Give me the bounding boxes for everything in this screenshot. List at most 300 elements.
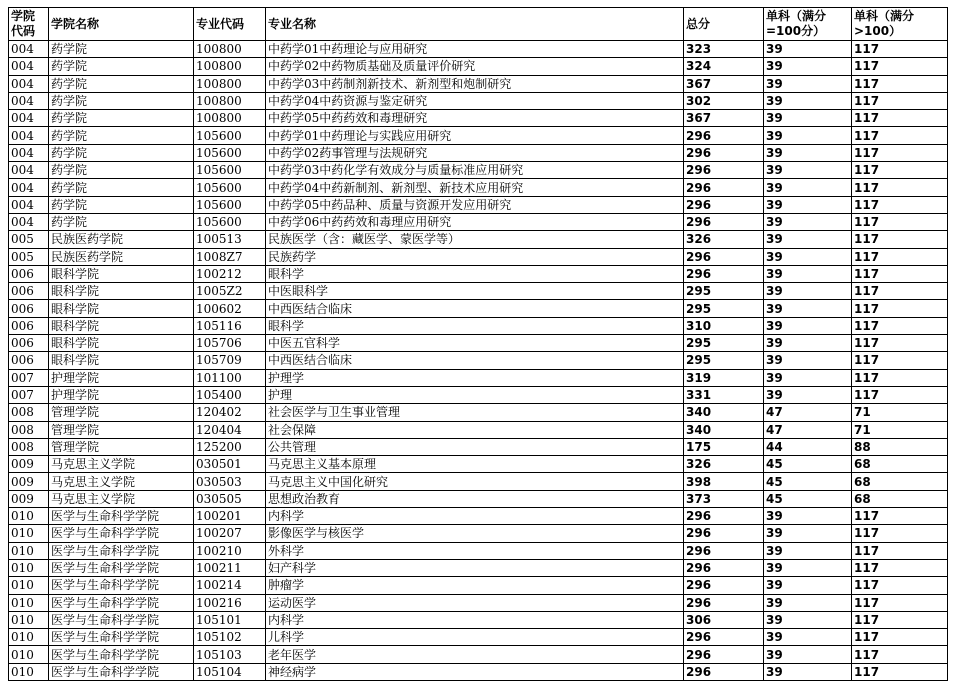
cell-major-code: 100211	[194, 559, 266, 576]
cell-college-name: 民族医药学院	[49, 248, 194, 265]
cell-college-code: 010	[9, 629, 49, 646]
cell-college-code: 008	[9, 421, 49, 438]
cell-single-100: 39	[764, 508, 852, 525]
table-row	[9, 144, 948, 161]
cell-major-code: 100216	[194, 594, 266, 611]
cell-total-score: 296	[684, 594, 764, 611]
cell-major-code: 100210	[194, 542, 266, 559]
header-college-name: 学院名称	[49, 8, 194, 41]
table-row	[9, 179, 948, 196]
cell-single-100: 39	[764, 127, 852, 144]
cell-college-name: 医学与生命科学学院	[49, 646, 194, 663]
cell-total-score: 367	[684, 110, 764, 127]
table-row	[9, 663, 948, 680]
table-row	[9, 248, 948, 265]
cell-college-name: 眼科学院	[49, 352, 194, 369]
cell-single-over-100: 117	[852, 369, 948, 386]
cell-college-code: 006	[9, 300, 49, 317]
cell-single-over-100: 117	[852, 41, 948, 58]
cell-total-score: 296	[684, 577, 764, 594]
cell-total-score: 340	[684, 404, 764, 421]
cell-major-name: 中药学02中药物质基础及质量评价研究	[266, 58, 684, 75]
cell-single-100: 45	[764, 456, 852, 473]
cell-college-code: 004	[9, 127, 49, 144]
table-row	[9, 41, 948, 58]
cell-single-over-100: 117	[852, 335, 948, 352]
cell-college-code: 010	[9, 525, 49, 542]
cell-major-code: 105600	[194, 162, 266, 179]
cell-total-score: 296	[684, 559, 764, 576]
cell-single-100: 39	[764, 352, 852, 369]
cell-college-code: 004	[9, 92, 49, 109]
cell-single-100: 39	[764, 58, 852, 75]
cell-college-code: 009	[9, 473, 49, 490]
cell-major-code: 105102	[194, 629, 266, 646]
header-single-over-100: 单科（满分>100）	[852, 8, 948, 41]
cell-college-code: 010	[9, 594, 49, 611]
cell-major-code: 1008Z7	[194, 248, 266, 265]
cell-major-code: 100212	[194, 265, 266, 282]
cell-major-name: 中西医结合临床	[266, 300, 684, 317]
cell-major-name: 影像医学与核医学	[266, 525, 684, 542]
cell-college-code: 010	[9, 508, 49, 525]
score-table	[8, 7, 948, 681]
cell-college-name: 眼科学院	[49, 317, 194, 334]
cell-total-score: 296	[684, 265, 764, 282]
cell-single-100: 39	[764, 386, 852, 403]
cell-college-name: 医学与生命科学学院	[49, 611, 194, 628]
cell-major-code: 100207	[194, 525, 266, 542]
table-row	[9, 283, 948, 300]
cell-major-name: 中药学04中药资源与鉴定研究	[266, 92, 684, 109]
cell-major-code: 030503	[194, 473, 266, 490]
table-row	[9, 456, 948, 473]
cell-single-over-100: 117	[852, 525, 948, 542]
cell-major-name: 老年医学	[266, 646, 684, 663]
table-body	[9, 41, 948, 681]
cell-single-100: 39	[764, 594, 852, 611]
cell-major-code: 100513	[194, 231, 266, 248]
cell-college-code: 007	[9, 386, 49, 403]
cell-major-name: 儿科学	[266, 629, 684, 646]
table-row	[9, 300, 948, 317]
cell-single-over-100: 117	[852, 611, 948, 628]
cell-total-score: 319	[684, 369, 764, 386]
cell-single-over-100: 117	[852, 75, 948, 92]
cell-major-code: 105104	[194, 663, 266, 680]
cell-college-name: 药学院	[49, 196, 194, 213]
cell-college-name: 药学院	[49, 213, 194, 230]
cell-major-code: 100800	[194, 58, 266, 75]
table-row	[9, 577, 948, 594]
cell-single-over-100: 117	[852, 508, 948, 525]
cell-total-score: 331	[684, 386, 764, 403]
cell-major-name: 中药学05中药品种、质量与资源开发应用研究	[266, 196, 684, 213]
table-row	[9, 92, 948, 109]
cell-college-name: 眼科学院	[49, 300, 194, 317]
cell-single-100: 39	[764, 162, 852, 179]
cell-single-over-100: 117	[852, 144, 948, 161]
cell-college-name: 管理学院	[49, 438, 194, 455]
cell-single-over-100: 117	[852, 196, 948, 213]
cell-single-over-100: 117	[852, 629, 948, 646]
cell-college-name: 医学与生命科学学院	[49, 525, 194, 542]
cell-major-code: 105706	[194, 335, 266, 352]
cell-college-code: 010	[9, 559, 49, 576]
cell-major-name: 中医眼科学	[266, 283, 684, 300]
cell-total-score: 296	[684, 542, 764, 559]
cell-college-name: 眼科学院	[49, 335, 194, 352]
cell-college-code: 006	[9, 265, 49, 282]
cell-college-code: 004	[9, 58, 49, 75]
table-row	[9, 162, 948, 179]
cell-college-name: 管理学院	[49, 404, 194, 421]
table-row	[9, 369, 948, 386]
cell-major-code: 105101	[194, 611, 266, 628]
cell-major-name: 公共管理	[266, 438, 684, 455]
cell-major-code: 101100	[194, 369, 266, 386]
cell-total-score: 340	[684, 421, 764, 438]
cell-total-score: 295	[684, 283, 764, 300]
table-row	[9, 317, 948, 334]
cell-college-name: 药学院	[49, 58, 194, 75]
cell-college-code: 008	[9, 404, 49, 421]
cell-major-code: 105709	[194, 352, 266, 369]
cell-major-name: 外科学	[266, 542, 684, 559]
cell-major-name: 运动医学	[266, 594, 684, 611]
cell-single-over-100: 117	[852, 283, 948, 300]
cell-single-100: 39	[764, 231, 852, 248]
table-row	[9, 75, 948, 92]
table-row	[9, 196, 948, 213]
cell-total-score: 296	[684, 646, 764, 663]
cell-major-name: 护理	[266, 386, 684, 403]
cell-college-name: 医学与生命科学学院	[49, 508, 194, 525]
cell-college-name: 医学与生命科学学院	[49, 629, 194, 646]
cell-college-name: 医学与生命科学学院	[49, 663, 194, 680]
cell-major-code: 100800	[194, 110, 266, 127]
cell-single-over-100: 117	[852, 559, 948, 576]
cell-major-name: 民族药学	[266, 248, 684, 265]
cell-single-100: 39	[764, 41, 852, 58]
cell-college-code: 004	[9, 213, 49, 230]
cell-college-name: 眼科学院	[49, 283, 194, 300]
cell-college-code: 010	[9, 542, 49, 559]
cell-single-over-100: 117	[852, 127, 948, 144]
cell-total-score: 296	[684, 127, 764, 144]
cell-college-name: 医学与生命科学学院	[49, 594, 194, 611]
cell-major-name: 眼科学	[266, 317, 684, 334]
cell-major-name: 眼科学	[266, 265, 684, 282]
cell-single-over-100: 117	[852, 58, 948, 75]
cell-total-score: 296	[684, 144, 764, 161]
cell-college-code: 010	[9, 611, 49, 628]
cell-single-over-100: 68	[852, 473, 948, 490]
table-row	[9, 490, 948, 507]
cell-college-name: 马克思主义学院	[49, 456, 194, 473]
cell-single-over-100: 117	[852, 594, 948, 611]
cell-college-name: 药学院	[49, 162, 194, 179]
table-row	[9, 335, 948, 352]
cell-total-score: 296	[684, 213, 764, 230]
cell-college-code: 006	[9, 335, 49, 352]
cell-total-score: 296	[684, 248, 764, 265]
cell-college-code: 005	[9, 248, 49, 265]
cell-college-code: 009	[9, 456, 49, 473]
cell-total-score: 295	[684, 335, 764, 352]
cell-major-name: 中药学05中药药效和毒理研究	[266, 110, 684, 127]
cell-single-100: 39	[764, 663, 852, 680]
cell-major-name: 神经病学	[266, 663, 684, 680]
cell-total-score: 306	[684, 611, 764, 628]
cell-major-code: 100800	[194, 92, 266, 109]
header-total-score: 总分	[684, 8, 764, 41]
cell-college-name: 药学院	[49, 41, 194, 58]
cell-total-score: 310	[684, 317, 764, 334]
cell-major-name: 中药学01中药理论与实践应用研究	[266, 127, 684, 144]
cell-major-code: 105103	[194, 646, 266, 663]
cell-single-100: 39	[764, 646, 852, 663]
cell-college-code: 004	[9, 196, 49, 213]
cell-major-code: 125200	[194, 438, 266, 455]
header-major-name: 专业名称	[266, 8, 684, 41]
cell-single-over-100: 117	[852, 110, 948, 127]
table-row	[9, 559, 948, 576]
cell-single-100: 39	[764, 525, 852, 542]
table-row	[9, 611, 948, 628]
table-row	[9, 525, 948, 542]
cell-college-name: 马克思主义学院	[49, 490, 194, 507]
table-row	[9, 110, 948, 127]
cell-single-100: 47	[764, 421, 852, 438]
cell-single-over-100: 88	[852, 438, 948, 455]
cell-college-code: 006	[9, 283, 49, 300]
table-row	[9, 421, 948, 438]
cell-major-code: 100800	[194, 41, 266, 58]
cell-single-100: 39	[764, 369, 852, 386]
cell-single-100: 39	[764, 179, 852, 196]
cell-major-code: 120402	[194, 404, 266, 421]
table-row	[9, 542, 948, 559]
cell-single-100: 44	[764, 438, 852, 455]
cell-single-100: 45	[764, 473, 852, 490]
cell-single-over-100: 117	[852, 663, 948, 680]
table-row	[9, 265, 948, 282]
cell-college-name: 医学与生命科学学院	[49, 577, 194, 594]
cell-single-over-100: 68	[852, 490, 948, 507]
cell-college-name: 药学院	[49, 92, 194, 109]
cell-total-score: 296	[684, 508, 764, 525]
cell-total-score: 175	[684, 438, 764, 455]
cell-major-name: 中药学01中药理论与应用研究	[266, 41, 684, 58]
cell-single-100: 39	[764, 335, 852, 352]
table-row	[9, 629, 948, 646]
cell-major-name: 中药学06中药药效和毒理应用研究	[266, 213, 684, 230]
table-row	[9, 473, 948, 490]
cell-major-code: 105600	[194, 196, 266, 213]
cell-college-name: 马克思主义学院	[49, 473, 194, 490]
cell-major-code: 120404	[194, 421, 266, 438]
cell-single-100: 39	[764, 300, 852, 317]
cell-single-100: 39	[764, 75, 852, 92]
cell-major-name: 内科学	[266, 611, 684, 628]
cell-major-code: 1005Z2	[194, 283, 266, 300]
cell-major-code: 105116	[194, 317, 266, 334]
header-row	[9, 8, 948, 41]
cell-college-code: 004	[9, 110, 49, 127]
header-college-code: 学院代码	[9, 8, 49, 41]
cell-major-name: 中药学04中药新制剂、新剂型、新技术应用研究	[266, 179, 684, 196]
cell-single-over-100: 117	[852, 646, 948, 663]
table-row	[9, 213, 948, 230]
cell-single-over-100: 117	[852, 265, 948, 282]
cell-major-name: 肿瘤学	[266, 577, 684, 594]
cell-major-name: 中药学03中药化学有效成分与质量标准应用研究	[266, 162, 684, 179]
cell-total-score: 296	[684, 162, 764, 179]
cell-single-over-100: 71	[852, 421, 948, 438]
table-row	[9, 58, 948, 75]
cell-major-code: 105600	[194, 127, 266, 144]
cell-total-score: 296	[684, 179, 764, 196]
cell-college-name: 药学院	[49, 110, 194, 127]
cell-single-100: 45	[764, 490, 852, 507]
cell-college-code: 008	[9, 438, 49, 455]
cell-single-100: 39	[764, 629, 852, 646]
cell-major-name: 护理学	[266, 369, 684, 386]
cell-major-name: 中西医结合临床	[266, 352, 684, 369]
cell-college-name: 民族医药学院	[49, 231, 194, 248]
cell-college-name: 药学院	[49, 127, 194, 144]
cell-college-name: 护理学院	[49, 369, 194, 386]
cell-college-name: 管理学院	[49, 421, 194, 438]
cell-major-code: 100201	[194, 508, 266, 525]
cell-major-name: 妇产科学	[266, 559, 684, 576]
cell-single-over-100: 117	[852, 248, 948, 265]
cell-major-name: 内科学	[266, 508, 684, 525]
cell-college-name: 药学院	[49, 179, 194, 196]
table-row	[9, 231, 948, 248]
cell-single-100: 39	[764, 248, 852, 265]
table-row	[9, 438, 948, 455]
cell-single-over-100: 117	[852, 317, 948, 334]
cell-major-code: 100602	[194, 300, 266, 317]
cell-single-100: 39	[764, 92, 852, 109]
cell-major-code: 105600	[194, 144, 266, 161]
cell-major-name: 中药学02药事管理与法规研究	[266, 144, 684, 161]
cell-total-score: 295	[684, 352, 764, 369]
cell-college-name: 药学院	[49, 144, 194, 161]
cell-college-code: 004	[9, 144, 49, 161]
cell-total-score: 323	[684, 41, 764, 58]
cell-single-100: 39	[764, 559, 852, 576]
cell-college-code: 004	[9, 41, 49, 58]
cell-single-over-100: 117	[852, 577, 948, 594]
table-row	[9, 646, 948, 663]
cell-college-name: 护理学院	[49, 386, 194, 403]
cell-single-100: 39	[764, 213, 852, 230]
table-row	[9, 508, 948, 525]
cell-major-name: 中药学03中药制剂新技术、新剂型和炮制研究	[266, 75, 684, 92]
cell-major-name: 民族医学（含：藏医学、蒙医学等）	[266, 231, 684, 248]
cell-college-code: 010	[9, 663, 49, 680]
table-row	[9, 386, 948, 403]
cell-single-over-100: 117	[852, 352, 948, 369]
cell-college-code: 005	[9, 231, 49, 248]
cell-single-over-100: 117	[852, 92, 948, 109]
cell-single-over-100: 117	[852, 162, 948, 179]
cell-total-score: 398	[684, 473, 764, 490]
cell-major-name: 社会医学与卫生事业管理	[266, 404, 684, 421]
cell-major-name: 马克思主义中国化研究	[266, 473, 684, 490]
cell-major-name: 马克思主义基本原理	[266, 456, 684, 473]
cell-college-name: 医学与生命科学学院	[49, 559, 194, 576]
cell-major-name: 中医五官科学	[266, 335, 684, 352]
cell-major-code: 105600	[194, 213, 266, 230]
table-row	[9, 352, 948, 369]
cell-college-name: 眼科学院	[49, 265, 194, 282]
header-single-100: 单科（满分=100分）	[764, 8, 852, 41]
cell-single-over-100: 117	[852, 542, 948, 559]
cell-single-100: 39	[764, 196, 852, 213]
cell-total-score: 373	[684, 490, 764, 507]
cell-single-over-100: 117	[852, 386, 948, 403]
cell-total-score: 296	[684, 525, 764, 542]
cell-college-code: 010	[9, 577, 49, 594]
cell-college-code: 009	[9, 490, 49, 507]
cell-major-code: 105400	[194, 386, 266, 403]
table-row	[9, 594, 948, 611]
cell-major-code: 105600	[194, 179, 266, 196]
cell-total-score: 367	[684, 75, 764, 92]
cell-major-name: 思想政治教育	[266, 490, 684, 507]
header-major-code: 专业代码	[194, 8, 266, 41]
cell-major-code: 030505	[194, 490, 266, 507]
cell-total-score: 326	[684, 456, 764, 473]
cell-college-code: 004	[9, 179, 49, 196]
cell-major-name: 社会保障	[266, 421, 684, 438]
cell-total-score: 296	[684, 196, 764, 213]
cell-college-code: 010	[9, 646, 49, 663]
cell-single-100: 39	[764, 144, 852, 161]
cell-major-code: 100800	[194, 75, 266, 92]
cell-single-100: 39	[764, 317, 852, 334]
cell-single-over-100: 71	[852, 404, 948, 421]
cell-total-score: 302	[684, 92, 764, 109]
cell-single-100: 39	[764, 283, 852, 300]
cell-college-name: 医学与生命科学学院	[49, 542, 194, 559]
cell-total-score: 296	[684, 629, 764, 646]
cell-single-100: 39	[764, 611, 852, 628]
table-row	[9, 127, 948, 144]
table-row	[9, 404, 948, 421]
cell-college-name: 药学院	[49, 75, 194, 92]
cell-total-score: 295	[684, 300, 764, 317]
cell-college-code: 006	[9, 317, 49, 334]
cell-college-code: 006	[9, 352, 49, 369]
cell-single-over-100: 68	[852, 456, 948, 473]
cell-single-100: 39	[764, 265, 852, 282]
cell-college-code: 004	[9, 162, 49, 179]
cell-single-100: 39	[764, 110, 852, 127]
cell-single-100: 39	[764, 577, 852, 594]
cell-total-score: 296	[684, 663, 764, 680]
cell-major-code: 030501	[194, 456, 266, 473]
cell-college-code: 004	[9, 75, 49, 92]
cell-total-score: 324	[684, 58, 764, 75]
cell-single-over-100: 117	[852, 231, 948, 248]
cell-single-over-100: 117	[852, 179, 948, 196]
cell-total-score: 326	[684, 231, 764, 248]
